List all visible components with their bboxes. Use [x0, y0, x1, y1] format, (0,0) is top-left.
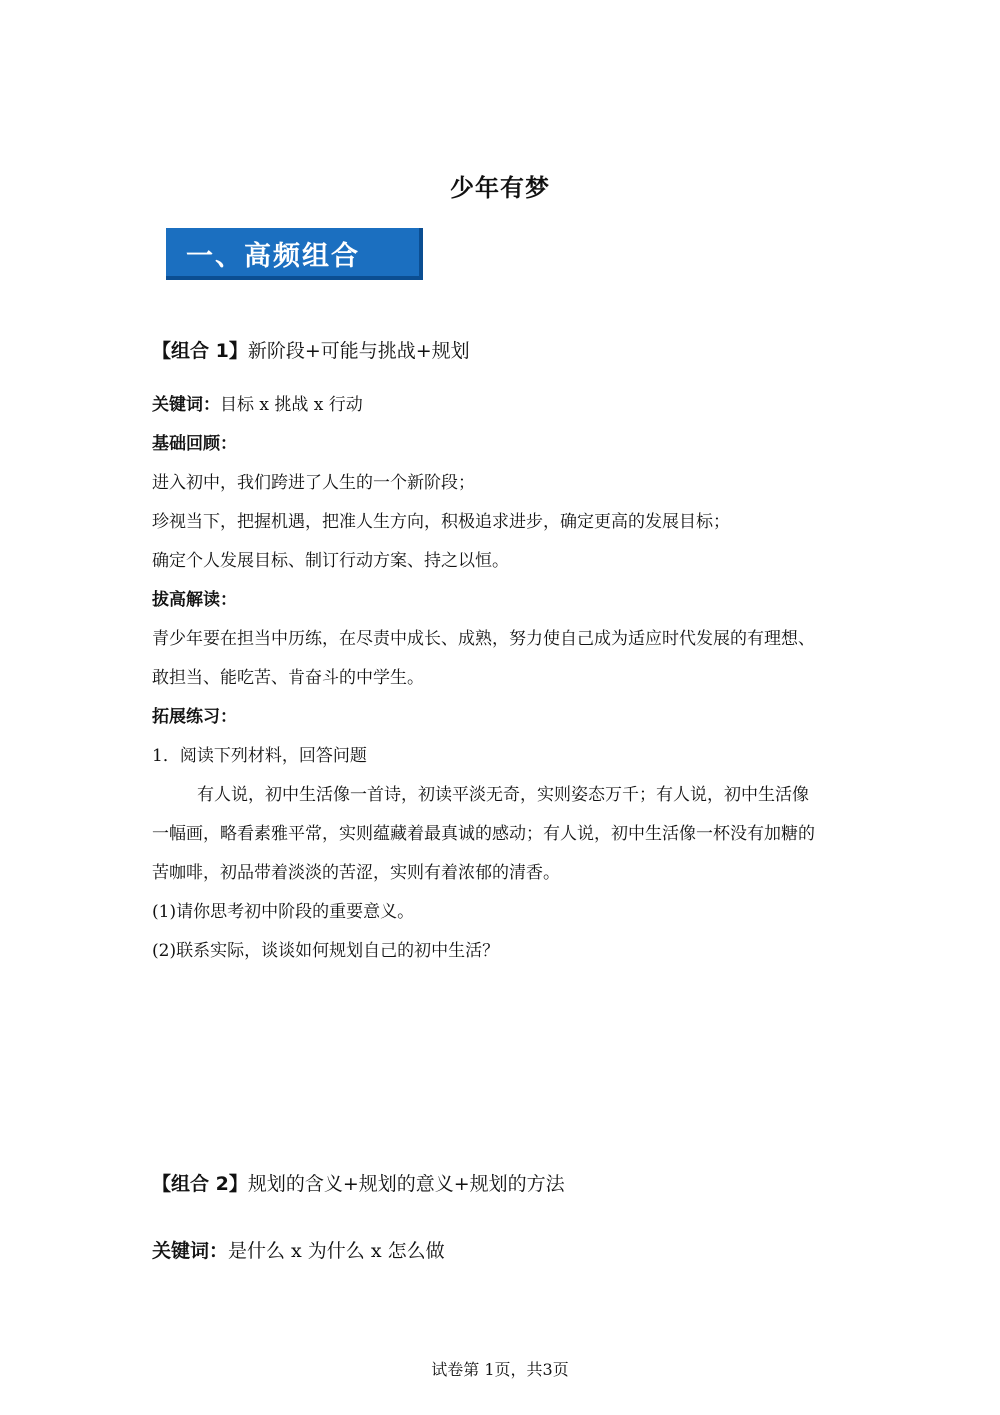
group1-heading [152, 336, 470, 363]
sub-question-1: (1)请你思考初中阶段的重要意义。 [152, 902, 415, 922]
group2-heading [152, 1169, 565, 1196]
group1-keywords: 目标 x 挑战 x 行动 [220, 395, 363, 415]
page-footer: 试卷第 1页，共3页 [431, 1360, 569, 1379]
document-title: 少年有梦 [450, 174, 550, 202]
material-line-1: 有人说，初中生活像一首诗，初读平淡无奇，实则姿态万千；有人说，初中生活像 [197, 785, 809, 805]
group1-basic-2: 珍视当下，把握机遇，把准人生方向，积极追求进步，确定更高的发展目标； [152, 512, 730, 532]
group1-label: 【组合 1】 [152, 340, 248, 362]
section-banner [166, 228, 423, 280]
group1-advanced-2: 敢担当、能吃苦、肯奋斗的中学生。 [152, 668, 424, 688]
group1-basic-1: 进入初中，我们跨进了人生的一个新阶段； [152, 473, 475, 493]
group2-keywords-label: 关键词： [152, 1240, 229, 1262]
group2-keywords: 是什么 x 为什么 x 怎么做 [228, 1240, 445, 1262]
group1-keywords-label: 关键词： [152, 395, 220, 415]
group2-label: 【组合 2】 [152, 1173, 248, 1195]
group2-topic: 规划的含义+规划的意义+规划的方法 [247, 1173, 565, 1195]
sub-question-2: (2)联系实际，谈谈如何规划自己的初中生活？ [152, 941, 500, 961]
group1-practice-label: 拓展练习： [152, 707, 237, 727]
group1-topic: 新阶段+可能与挑战+规划 [247, 340, 470, 362]
group2-keywords-line [152, 1236, 445, 1263]
material-line-3: 苦咖啡，初品带着淡淡的苦涩，实则有着浓郁的清香。 [152, 863, 560, 883]
material-line-2: 一幅画，略看素雅平常，实则蕴藏着最真诚的感动；有人说，初中生活像一杯没有加糖的 [152, 824, 815, 844]
question-intro: 1．阅读下列材料，回答问题 [152, 746, 367, 766]
group1-basic-3: 确定个人发展目标、制订行动方案、持之以恒。 [152, 551, 509, 571]
section-banner-text: 一、高频组合 [186, 241, 360, 272]
group1-basic-label: 基础回顾： [152, 434, 237, 454]
group1-keywords-line [152, 390, 363, 415]
group1-advanced-label: 拔高解读： [152, 590, 237, 610]
group1-advanced-1: 青少年要在担当中历练，在尽责中成长、成熟，努力使自己成为适应时代发展的有理想、 [152, 629, 815, 649]
